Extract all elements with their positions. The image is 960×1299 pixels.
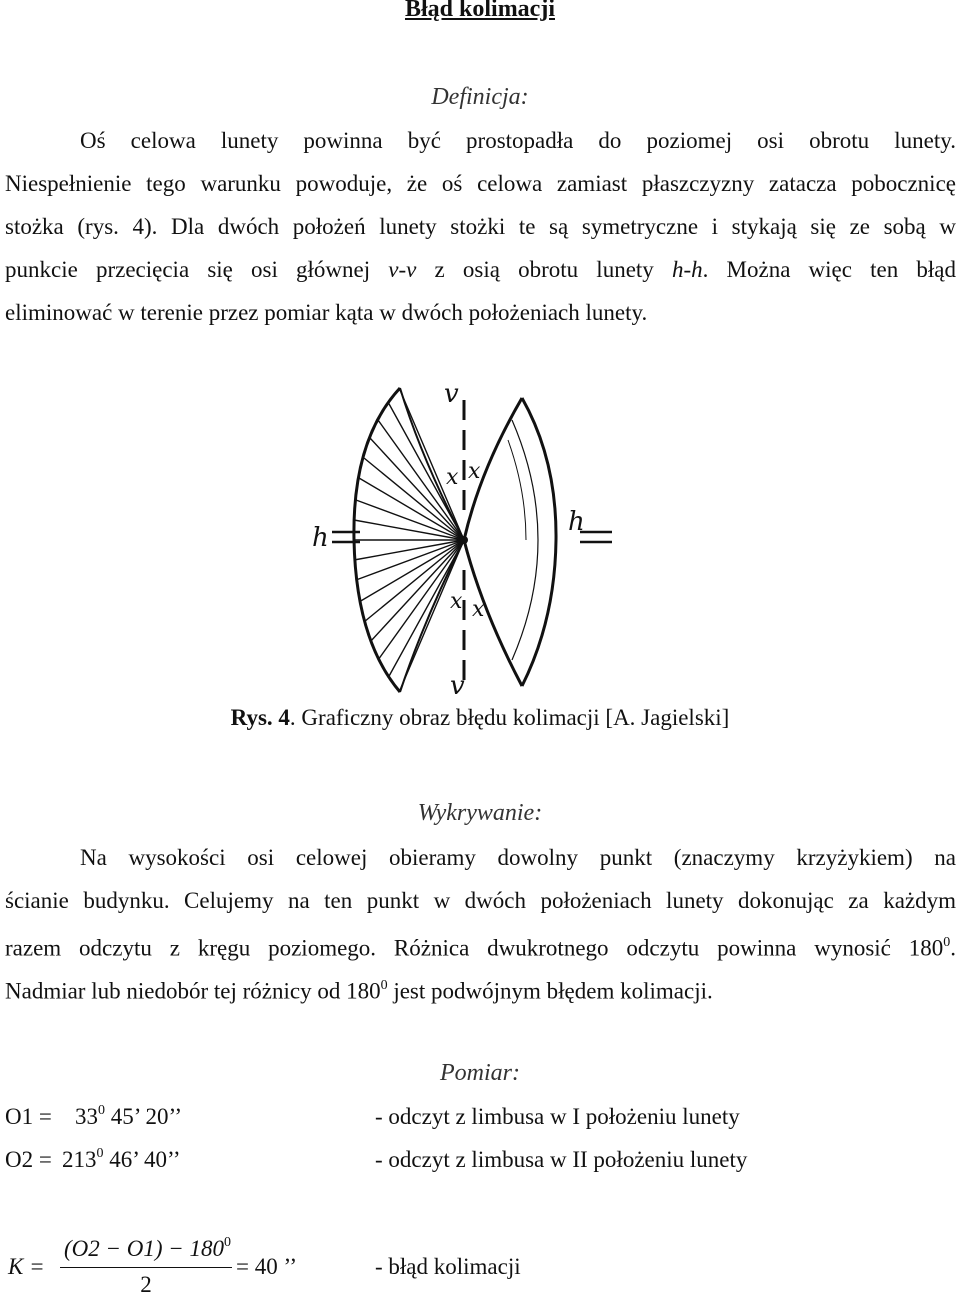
collimation-figure bbox=[312, 380, 652, 700]
measurement-row-2-value: $213^0$ 46’ 40’’ bbox=[62, 1146, 181, 1172]
measurement-heading: Pomiar: bbox=[440, 1060, 520, 1086]
label-v-bottom: v bbox=[450, 671, 465, 700]
definition-line-2: Niespełnienie tego warunku powoduje, że oś celowa zamiast płaszczyzny zatacza pobocznicę bbox=[5, 171, 956, 196]
formula-desc: - błąd kolimacji bbox=[375, 1254, 521, 1279]
label-v-top: v bbox=[444, 380, 459, 409]
detection-line-2: ścianie budynku. Celujemy na ten punkt w dwóch położeniach lunety dokonując za każdym bbox=[5, 888, 956, 913]
detection-line-4: Nadmiar lub niedobór tej różnicy od $180^0$ jest podwójnym błędem kolimacji. bbox=[5, 978, 713, 1004]
measurement-row-2-desc: - odczyt z limbusa w II położeniu lunety bbox=[375, 1147, 748, 1172]
label-x-3: x bbox=[450, 589, 463, 614]
measurement-row-1: O1 = bbox=[5, 1104, 52, 1129]
formula-denominator: 2 bbox=[140, 1272, 152, 1297]
detection-line-3: razem odczytu z kręgu poziomego. Różnica dwukrotnego odczytu powinna wynosić $180^0$. bbox=[5, 935, 956, 961]
fraction-bar bbox=[60, 1267, 232, 1268]
definition-line-3: stożka (rys. 4). Dla dwóch położeń lunety stożki te są symetryczne i stykają się ze sobą w bbox=[5, 214, 956, 239]
label-h-right: h bbox=[568, 507, 585, 537]
formula-result: = 40 ’’ bbox=[236, 1254, 298, 1279]
measurement-row-1-value: $33^0$ 45’ 20’’ bbox=[75, 1103, 183, 1129]
label-x-1: x bbox=[446, 465, 459, 490]
label-h-left: h bbox=[312, 523, 329, 553]
formula-lhs: K = bbox=[8, 1254, 45, 1279]
figure-caption: Rys. 4. Graficzny obraz błędu kolimacji [A. Jagielski] bbox=[230, 705, 730, 730]
definition-line-5: eliminować w terenie przez pomiar kąta w dwóch położeniach lunety. bbox=[5, 300, 648, 325]
measurement-row-2: O2 = bbox=[5, 1147, 52, 1172]
detection-line-1: Na wysokości osi celowej obieramy dowolny punkt (znaczymy krzyżykiem) na bbox=[80, 845, 956, 870]
formula-numerator: $(O2 - O1) - 180^0$ bbox=[63, 1235, 232, 1261]
label-x-4: x bbox=[472, 597, 485, 622]
definition-heading: Definicja: bbox=[431, 84, 529, 110]
detection-heading: Wykrywanie: bbox=[417, 800, 543, 826]
measurement-row-1-desc: - odczyt z limbusa w I położeniu lunety bbox=[375, 1104, 740, 1129]
label-x-2: x bbox=[468, 459, 481, 484]
definition-line-4: punkcie przecięcia się osi głównej v-v z osią obrotu lunety h-h. Można więc ten błąd bbox=[5, 257, 956, 282]
page-title: Błąd kolimacji bbox=[404, 0, 555, 22]
definition-line-1: Oś celowa lunety powinna być prostopadła do poziomej osi obrotu lunety. bbox=[80, 128, 956, 153]
